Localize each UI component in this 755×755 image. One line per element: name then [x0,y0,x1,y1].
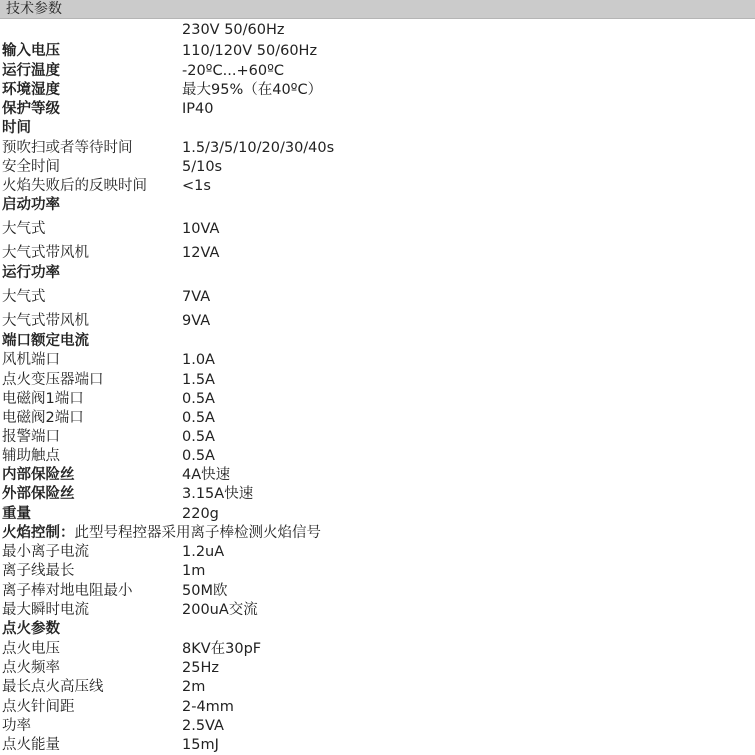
spec-row [0,350,755,369]
spec-row [0,503,755,523]
spec-label-text: 启动功率 [2,197,60,213]
spec-value: 2m [182,679,206,695]
spec-row [0,21,755,60]
spec-label-text: 点火参数 [2,621,60,637]
spec-label [2,139,133,157]
spec-value: 0.5A [182,410,215,426]
spec-label [2,678,104,696]
spec-label-text: 外部保险丝 [2,486,75,502]
spec-value: 8KV在30pF [182,641,262,657]
spec-heading [2,62,60,80]
spec-heading [2,196,60,214]
spec-row [0,137,755,157]
spec-value: 1.0A [182,352,215,368]
spec-heading [2,332,89,350]
spec-heading [2,485,75,503]
spec-row [0,118,755,137]
spec-label-text: 点火电压 [2,641,60,657]
spec-label [2,736,60,754]
spec-value: 0.5A [182,429,215,445]
spec-label-text: 火焰控制： [2,525,75,541]
spec-label-text: 安全时间 [2,159,60,175]
spec-value: 0.5A [182,448,215,464]
spec-label-text: 环境湿度 [2,82,60,98]
spec-label-text: 输入电压 [2,43,60,59]
spec-row [0,330,755,350]
spec-label-text: 点火能量 [2,737,60,753]
spec-label [2,601,89,619]
spec-value: 200uA交流 [182,602,258,618]
spec-label-text: 端口额定电流 [2,333,89,349]
spec-row [0,157,755,176]
spec-value: 220g [182,506,219,522]
spec-heading [2,524,321,542]
spec-label-text: 预吹扫或者等待时间 [2,140,133,156]
spec-row [0,484,755,503]
spec-value: 9VA [182,313,211,329]
spec-row [0,465,755,484]
spec-value: 1.5/3/5/10/20/30/40s [182,140,335,156]
spec-row [0,262,755,282]
spec-row [0,677,755,696]
section-header [0,0,755,19]
spec-value: -20ºC...+60ºC [182,63,285,79]
spec-label-text: 风机端口 [2,352,60,368]
spec-row [0,389,755,408]
spec-value-secondary: 110/120V 50/60Hz [182,43,318,59]
spec-row [0,619,755,638]
spec-value: 50M欧 [182,583,228,599]
spec-heading [2,264,60,282]
spec-value: 2.5VA [182,718,224,734]
spec-value: 25Hz [182,660,219,676]
section-title: 技术参数 [6,1,62,17]
spec-label-text: 时间 [2,120,31,136]
spec-label-text: 报警端口 [2,429,60,445]
spec-row [0,542,755,561]
spec-row [0,176,755,195]
spec-label [2,659,60,677]
spec-label [2,640,60,658]
spec-row [0,561,755,580]
spec-value: 15mJ [182,737,219,753]
spec-value: 7VA [182,289,211,305]
spec-heading [2,505,31,523]
spec-heading [2,42,60,60]
spec-value: 1.2uA [182,544,225,560]
spec-label [2,390,84,408]
spec-value: 2-4mm [182,699,234,715]
spec-value: 3.15A快速 [182,486,254,502]
spec-row [0,306,755,330]
spec-label [2,582,133,600]
spec-label [2,177,147,195]
spec-row [0,427,755,446]
spec-label-text: 大气式 [2,289,46,305]
spec-value: 1m [182,563,206,579]
spec-row [0,638,755,658]
spec-label-text: 功率 [2,718,31,734]
spec-value: 12VA [182,245,220,261]
spec-label [2,371,104,389]
spec-row [0,735,755,754]
spec-label-text: 保护等级 [2,101,60,117]
spec-value: 5/10s [182,159,223,175]
spec-value: 4A快速 [182,467,231,483]
spec-label [2,543,89,561]
spec-label [2,562,75,580]
spec-row [0,238,755,262]
spec-value: 1.5A [182,372,215,388]
spec-label-text: 内部保险丝 [2,467,75,483]
spec-row [0,60,755,80]
spec-row [0,195,755,214]
spec-row [0,80,755,99]
spec-label-text: 点火频率 [2,660,60,676]
spec-heading [2,81,60,99]
spec-label [2,312,89,330]
spec-label-text: 大气式带风机 [2,313,89,329]
spec-label-text: 电磁阀2端口 [2,410,84,426]
spec-label-text: 最长点火高压线 [2,679,104,695]
spec-row [0,408,755,427]
spec-value: <1s [182,178,211,194]
spec-heading [2,119,31,137]
spec-row [0,600,755,619]
spec-label [2,288,46,306]
spec-label-text: 火焰失败后的反映时间 [2,178,147,194]
spec-table [0,21,755,754]
spec-label-text: 最大瞬时电流 [2,602,89,618]
spec-label [2,717,31,735]
spec-label [2,244,89,262]
spec-row [0,523,755,542]
spec-row [0,446,755,465]
spec-value: 最大95%（在40ºC） [182,82,323,98]
spec-label-text: 点火针间距 [2,699,75,715]
spec-heading [2,100,60,118]
spec-label [2,698,75,716]
spec-label-text: 重量 [2,506,31,522]
spec-row [0,658,755,677]
spec-label-text: 离子线最长 [2,563,75,579]
spec-label-text: 运行功率 [2,265,60,281]
spec-label-text: 离子棒对地电阻最小 [2,583,133,599]
spec-label [2,409,84,427]
spec-value: 230V 50/60Hz [182,22,285,38]
spec-heading [2,466,75,484]
spec-label [2,351,60,369]
spec-label-text: 最小离子电流 [2,544,89,560]
spec-label-text: 辅助触点 [2,448,60,464]
spec-row [0,716,755,735]
spec-label [2,428,60,446]
spec-row [0,369,755,389]
spec-row [0,696,755,716]
spec-label-text: 电磁阀1端口 [2,391,84,407]
spec-label-text: 大气式带风机 [2,245,89,261]
spec-label [2,447,60,465]
spec-label [2,158,60,176]
spec-row [0,99,755,118]
spec-heading [2,620,60,638]
spec-label [2,220,46,238]
spec-value: 10VA [182,221,220,237]
spec-value: 0.5A [182,391,215,407]
spec-label-note: 此型号程控器采用离子棒检测火焰信号 [74,525,321,541]
spec-row [0,580,755,600]
spec-row [0,282,755,306]
spec-row [0,214,755,238]
spec-value: IP40 [182,101,214,117]
spec-label-text: 运行温度 [2,63,60,79]
spec-label-text: 大气式 [2,221,46,237]
spec-label-text: 点火变压器端口 [2,372,104,388]
